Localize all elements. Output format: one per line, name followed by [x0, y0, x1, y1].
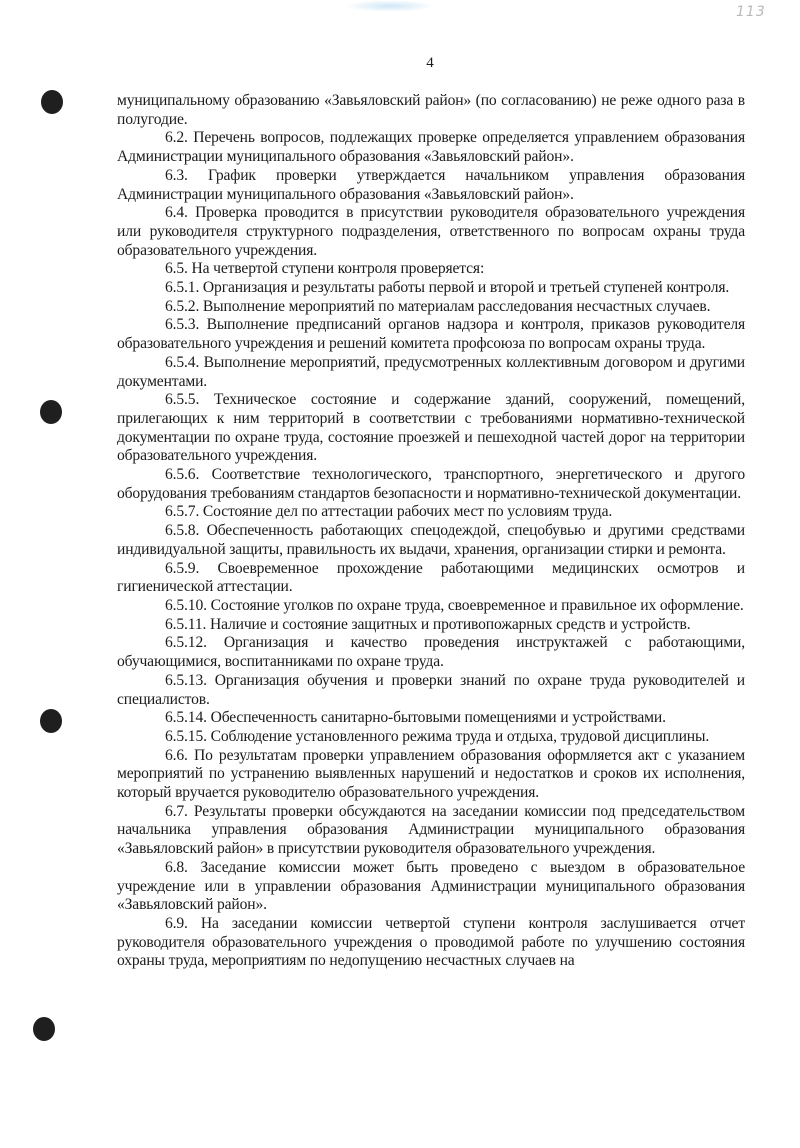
- paragraph-6-6: 6.6. По результатам проверки управлением образования оформляется акт с указанием мероприятий по устранению выявленных нарушений и недостатков и сроков их исполнения, который вручается руководителю образовательного учреждения.: [117, 746, 745, 802]
- faint-stamp-mark: [345, 0, 435, 12]
- punch-hole-icon: [40, 400, 62, 424]
- paragraph-6-5-8: 6.5.8. Обеспеченность работающих спецодеждой, спецобувью и другими средствами индивидуальной защиты, правильность их выдачи, хранения, организации стирки и ремонта.: [117, 522, 745, 558]
- paragraph-6-5-3: 6.5.3. Выполнение предписаний органов надзора и контроля, приказов руководителя образовательного учреждения и решений комитета профсоюза по вопросам охраны труда.: [117, 316, 745, 353]
- paragraph-continuation: муниципальному образованию «Завьяловский район» (по согласованию) не реже одного раза в полугодие.: [117, 92, 745, 128]
- paragraph-6-5-1: 6.5.1. Организация и результаты работы первой и второй и третьей ступеней контроля.: [165, 279, 730, 297]
- paragraph-6-5-15: 6.5.15. Соблюдение установленного режима труда и отдыха, трудовой дисциплины.: [165, 727, 710, 745]
- paragraph-6-2: 6.2. Перечень вопросов, подлежащих проверке определяется управлением образования Администрации муниципального образования «Завьяловский район».: [117, 129, 745, 166]
- punch-hole-icon: [33, 1017, 55, 1041]
- paragraph-6-5-2: 6.5.2. Выполнение мероприятий по материалам расследования несчастных случаев.: [165, 297, 711, 315]
- paragraph-6-8: 6.8. Заседание комиссии может быть проведено с выездом в образовательное учреждение или в управлении образования Администрации муниципального образования «Завьяловский район».: [117, 858, 745, 914]
- document-body: [117, 92, 745, 971]
- paragraph-6-5-11: 6.5.11. Наличие и состояние защитных и противопожарных средств и устройств.: [165, 615, 691, 633]
- paragraph-6-4: 6.4. Проверка проводится в присутствии руководителя образовательного учреждения или руководителя структурного подразделения, ответственного по вопросам охраны труда образовательного учреждения.: [117, 204, 745, 259]
- page-number: 4: [426, 55, 434, 71]
- paragraph-6-5-10: 6.5.10. Состояние уголков по охране труда, своевременное и правильное их оформление.: [165, 596, 744, 614]
- paragraph-6-5-14: 6.5.14. Обеспеченность санитарно-бытовыми помещениями и устройствами.: [165, 709, 666, 727]
- punch-hole-icon: [41, 90, 63, 114]
- punch-hole-icon: [40, 709, 62, 733]
- paragraph-6-5-9: 6.5.9. Своевременное прохождение работающими медицинских осмотров и гигиенической аттестации.: [117, 559, 745, 596]
- paragraph-6-5-6: 6.5.6. Соответствие технологического, транспортного, энергетического и другого оборудования требованиям стандартов безопасности и нормативно-технической документации.: [117, 466, 745, 502]
- paragraph-6-5: 6.5. На четвертой ступени контроля проверяется:: [165, 260, 485, 278]
- paragraph-6-5-12: 6.5.12. Организация и качество проведения инструктажей с работающими, обучающимися, воспитанниками по охране труда.: [117, 634, 745, 671]
- handwritten-sheet-number: 113: [736, 4, 766, 20]
- paragraph-6-3: 6.3. График проверки утверждается начальником управления образования Администрации муниципального образования «Завьяловский район».: [117, 166, 745, 203]
- paragraph-6-5-13: 6.5.13. Организация обучения и проверки знаний по охране труда руководителей и специалистов.: [117, 671, 745, 708]
- paragraph-6-5-4: 6.5.4. Выполнение мероприятий, предусмотренных коллективным договором и другими документами.: [117, 353, 745, 390]
- paragraph-6-5-7: 6.5.7. Состояние дел по аттестации рабочих мест по условиям труда.: [165, 503, 613, 521]
- paragraph-6-9: 6.9. На заседании комиссии четвертой ступени контроля заслушивается отчет руководителя образовательного учреждения о проводимой работе по улучшению состояния охраны труда, мероприятиям по недопущению несчастных случаев на: [117, 914, 745, 970]
- paragraph-6-5-5: 6.5.5. Техническое состояние и содержание зданий, сооружений, помещений, прилегающих к ним территорий в соответствии с требованиями нормативно-технической документации по охране труда, состояние проезжей и пешеходной частей дорог на территории образовательного учреждения.: [117, 391, 745, 465]
- paragraph-6-7: 6.7. Результаты проверки обсуждаются на заседании комиссии под председательством начальника управления образования Администрации муниципального образования «Завьяловский район» в присутствии руководителя образовательного учреждения.: [117, 802, 745, 858]
